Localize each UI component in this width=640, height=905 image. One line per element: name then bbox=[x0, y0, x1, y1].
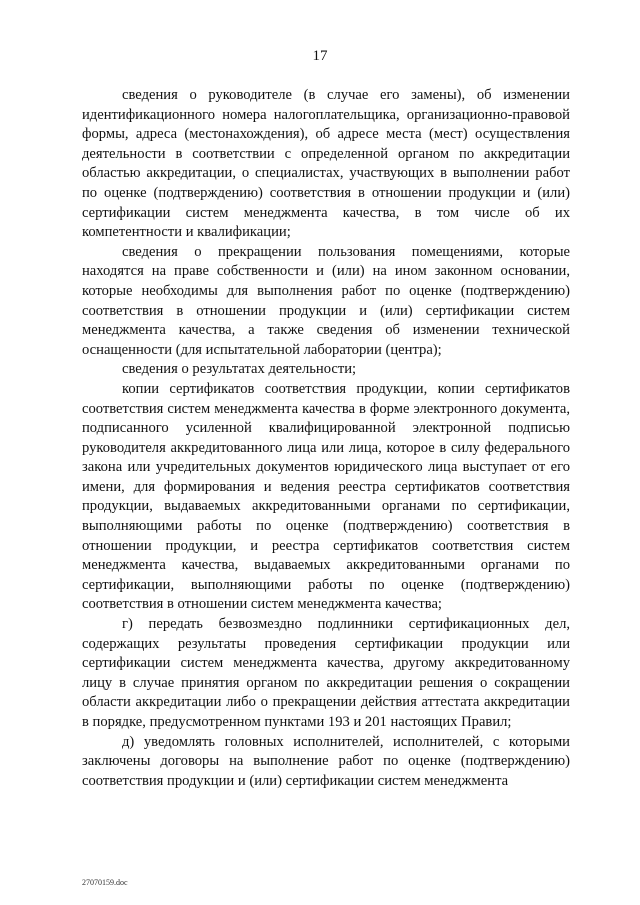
page-number: 17 bbox=[312, 48, 328, 64]
paragraph: копии сертификатов соответствия продукции, копии сертификатов соответствия систем менеджмента качества в форме электронного документа, подписанного усиленной квалифицированной электронной подписью руководителя аккредитованного лица или лица, которое в силу федерального закона или учредительных документов юридического лица выступает от его имени, для формирования и ведения реестра сертификатов соответствия продукции, выдаваемых аккредитованными органами по сертификации, выполняющими работы по оценке (подтверждению) соответствия в отношении продукции, и реестра сертификатов соответствия систем менеджмента качества, выдаваемых аккредитованными органами по сертификации, выполняющими работы по оценке (подтверждению) соответствия в отношении систем менеджмента качества; bbox=[82, 380, 570, 613]
paragraph: д) уведомлять головных исполнителей, исполнителей, с которыми заключены договоры на выполнение работ по оценке (подтверждению) соответствия продукции и (или) сертификации систем менеджмента bbox=[82, 733, 570, 789]
document-body bbox=[82, 86, 570, 791]
paragraph: сведения о прекращении пользования помещениями, которые находятся на праве собственности и (или) на ином законном основании, которые необходимы для выполнения работ по оценке (подтверждению) соответствия в отношении продукции и (или) сертификации систем менеджмента качества, а также сведения об изменении технической оснащенности (для испытательной лаборатории (центра); bbox=[82, 243, 570, 358]
paragraph: сведения о результатах деятельности; bbox=[122, 361, 357, 378]
footer-file-code: 27070159.doc bbox=[82, 878, 128, 887]
paragraph: сведения о руководителе (в случае его замены), об изменении идентификационного номера налогоплательщика, организационно-правовой формы, адреса (местонахождения), об адресе места (мест) осуществления деятельности в соответствии с определенной органом по аккредитации областью аккредитации, о специалистах, участвующих в выполнении работ по оценке (подтверждению) соответствия в отношении продукции и (или) сертификации систем менеджмента качества, в том числе об их компетентности и квалификации; bbox=[82, 87, 570, 241]
paragraph: г) передать безвозмездно подлинники сертификационных дел, содержащих результаты проведения сертификации продукции или сертификации систем менеджмента качества, другому аккредитованному лицу в случае принятия органом по аккредитации решения о сокращении области аккредитации либо о прекращении действия аттестата аккредитации в порядке, предусмотренном пунктами 193 и 201 настоящих Правил; bbox=[82, 616, 570, 730]
